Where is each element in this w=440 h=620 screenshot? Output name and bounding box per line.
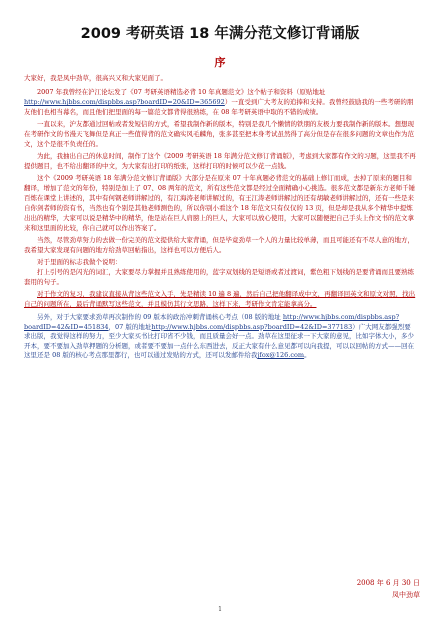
paragraph-4: 这个《2009 考研英语 18 年满分范文修订背诵版》大部分是在原来 07 十年真题必背范文的基础上修订而成，去掉了原来的题目和翻译，增加了范文的年份，特别是加上了 07、08 两年的范文，所有这些范文都是经过全面精确小心挑选。很多范文都是新东方老师千锤百炼在课堂上讲述的，其中有何钢老师讲解过的，有江海涛老师讲解过的，有王江涛老师讲解过的还有胡敏老师讲解过的，还有一些是来自你剑者师的资有书，当然也有个别是其他老师测色的，所以你别小看这个 18 年范文只有仅仅的 13 页，但是却是我从多个精华中提炼出出的精华，大家可以说是精华中的精华，他是站在巨人肩膀上的巨人，大家可以放心使用，大家可以随便把自己手头上作文书的范文拿来和这里面的比较，你自己就可以作出答案了。 [24, 174, 416, 232]
paragraph-2: 一直以来，沪友都通过回帖或者发短信的方式，希望我制作新的版本，特别是我几个懒情的铁朋的友极力要我制作新的版本。想想现在考研作文的书漫天飞舞但是真正一些值得背的范文确实风毛麟角，张多甚至把本身考试虽然得了高分但是存在很多问题的文章也作为范文，这个是很不负责任的。 [24, 120, 414, 148]
paragraph-5: 当然，尽管劲草努力的去做一份完美的范文提供给大家背诵，但是毕竟劲草一个人的力量比较单薄，而且可能还有不尽人意的地方，我希望大家发现有问题的地方给劲草回帖指出，这样也可以方便后人。 [24, 236, 414, 254]
signature-date: 2008 年 6 月 30 日 [356, 579, 420, 587]
document-body [24, 73, 416, 361]
paragraph-3: 为此，我抽出自己的休息时间，制作了这个《2009 考研英语 18 年满分范文修订背诵版》，考虑到大家都有作文的习题，这里我不再提供题目，也不给出翻译的中文，为大家有出打印的纸张，这样打印的时候可以少花一点钱。 [24, 152, 416, 170]
politics-link-08[interactable]: http://www.hjbbs.com/dispbbs.asp?boardID=42&ID=451834 [24, 313, 400, 331]
greeting: 大家好，我是凤中劲草，很高兴又和大家见面了。 [24, 74, 167, 82]
paragraph-9-text-3: ）广大网友都强烈要求出版，我觉得这样的努力，至少大家买书比打印省不少钱，而且质量会好一点。劲草在这里征求一下大家的意见，比如字体大小，多少开本，要不要加入劲草押题的分析题，或者要不要加一点什么东西进去，反正大家有什么意见都可以向我提，可以以回帖的方式——回在这里还是 08 版的核心考点那里都行，也可以通过发贴的方式，还可以发邮件给我 [24, 322, 414, 360]
paragraph-9-text: 另外，对于大家要求劲草再次制作的 09 版本的政治冲刺背诵核心考点（08 版的地址 [37, 313, 283, 321]
paragraph-9 [24, 313, 416, 361]
signature-author: 凤中劲草 [392, 591, 420, 599]
section-heading: 序 [214, 56, 226, 69]
page-number: 1 [218, 606, 222, 613]
email-link[interactable]: jfox@126.com [257, 351, 305, 360]
document-title: 2009 考研英语 18 年满分范文修订背诵版 [80, 26, 360, 42]
paragraph-9-text-2: ，07 版的地址 [108, 322, 152, 331]
paragraph-1-text-end: ）一直受到广大考友的追捧和支持。我曾经鼓励我的一些考研的朋友他们也相当幕名，而且他们把里面的每一篇范文都背得很熟练，在 08 年考研英语中取的不错的成绩。 [24, 98, 414, 116]
thread-link-07[interactable]: http://www.hjbbs.com/dispbbs.asp?boardID=20&ID=365692 [24, 98, 225, 106]
paragraph-9-end: 。 [304, 351, 311, 360]
paragraph-1-text: 2007 年我曾经在沪江论坛发了《07 考研英语精选必背 10 年真题范文》这个帖子和资料（原贴地址 [37, 88, 326, 96]
paragraph-6: 对于里面的标志我做个说明： [37, 258, 122, 266]
paragraph-8: 对于作文的复习，我建议直接从背这些范文入手，先是精读 10 遍 8 遍，然后自己把他翻译成中文，再翻译回英文和原文对照，找出自己的问题所在，最后背诵默写这些范文，并且模仿其行文思路，这样下来，考研作文肯定能拿高分。 [24, 290, 416, 308]
politics-link-07[interactable]: http://www.hjbbs.com/dispbbs.asp?boardID=42&ID=377183 [151, 322, 353, 331]
paragraph-7: 打上引号的是闪光的词汇，大家要尽力掌握并且熟练使用的，蓝字双划线的是短语或者过渡词，紫色粗下划线的是要背诵而且要熟练套用的句子。 [24, 268, 414, 286]
paragraph-1 [24, 87, 416, 117]
